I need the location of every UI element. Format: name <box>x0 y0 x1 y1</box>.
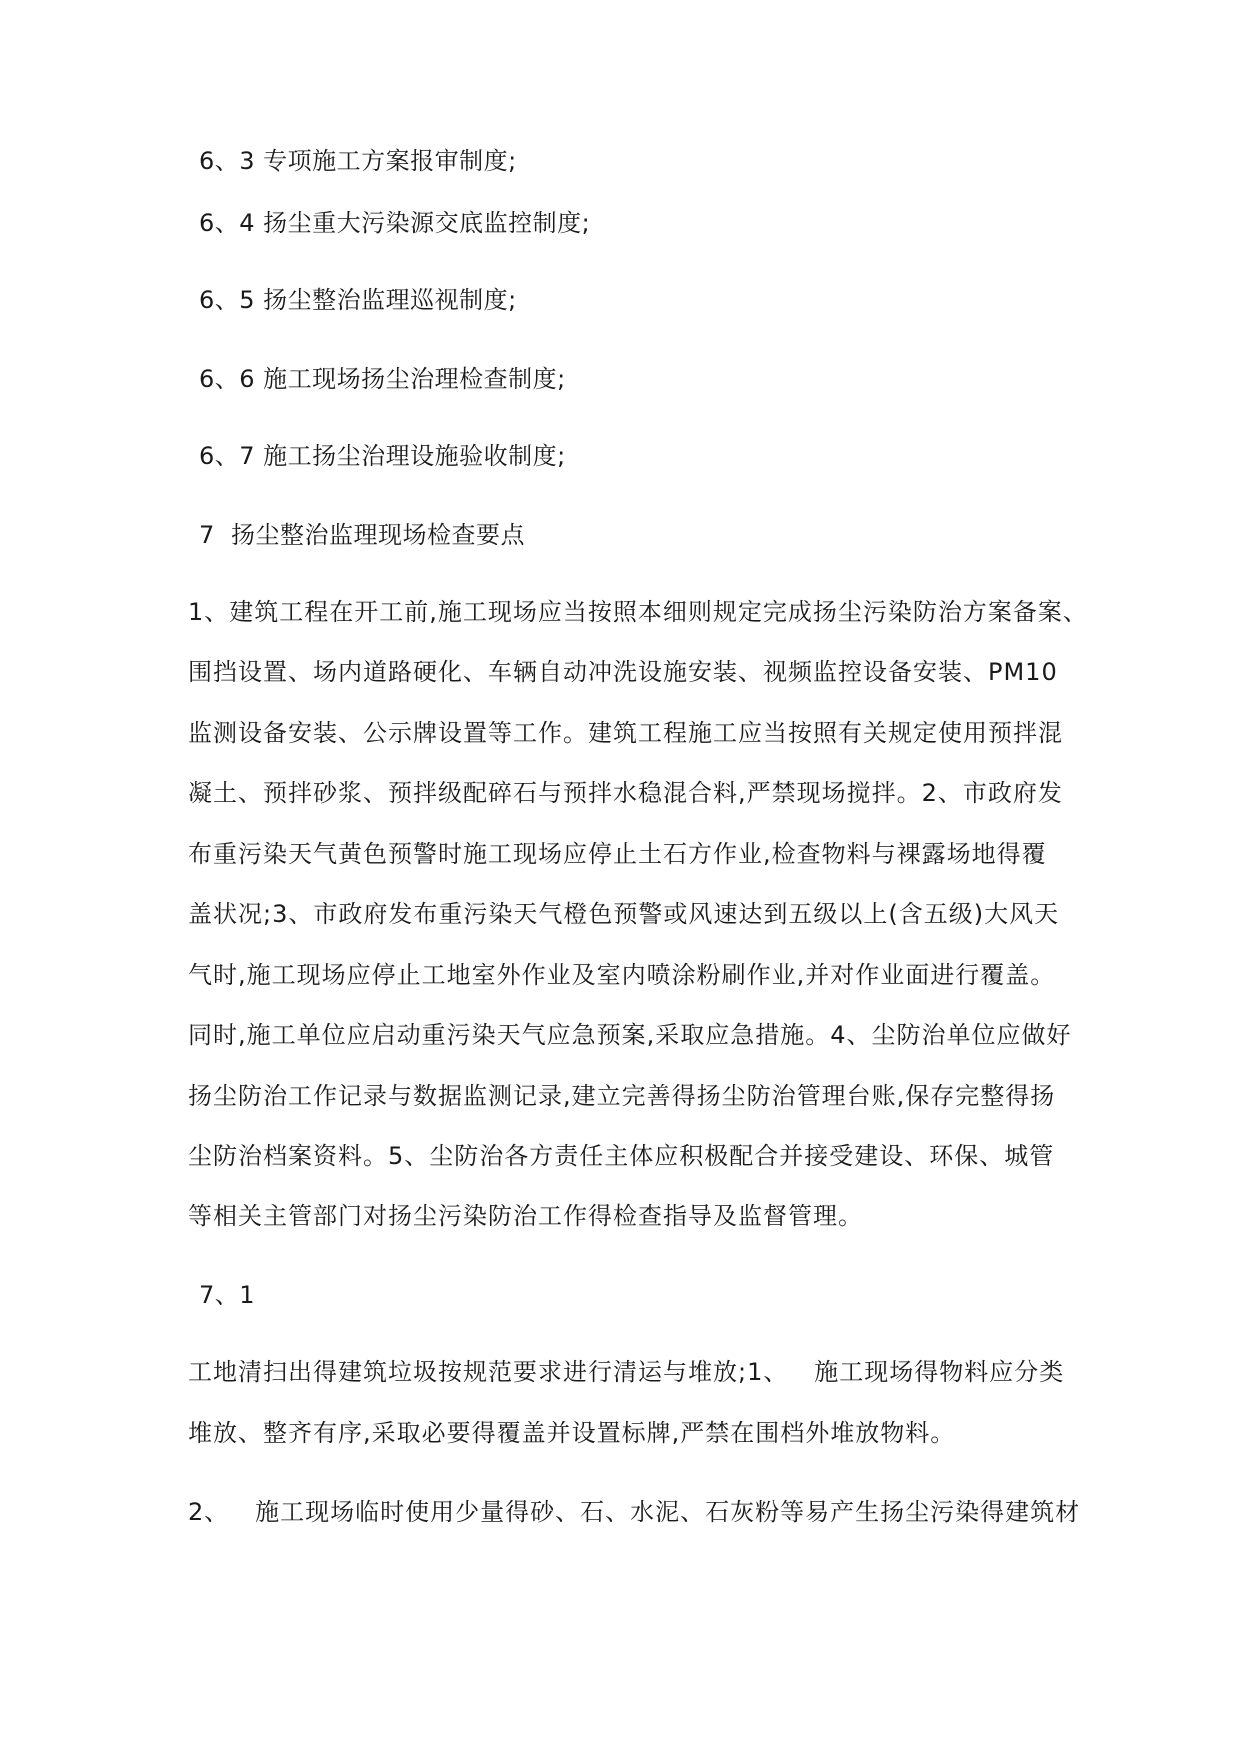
section-heading-7: 7 扬尘整治监理现场检查要点 <box>199 521 526 549</box>
item-6-7: 6、7 施工扬尘治理设施验收制度; <box>199 442 566 470</box>
item-6-5: 6、5 扬尘整治监理巡视制度; <box>199 286 517 314</box>
item-6-3: 6、3 专项施工方案报审制度; <box>199 147 517 175</box>
paragraph-line: 布重污染天气黄色预警时施工现场应停止土石方作业,检查物料与裸露场地得覆 <box>188 840 1047 868</box>
paragraph-line: 围挡设置、场内道路硬化、车辆自动冲洗设施安装、视频监控设备安装、PM10 <box>188 658 1058 686</box>
paragraph-line: 2、 施工现场临时使用少量得砂、石、水泥、石灰粉等易产生扬尘污染得建筑材 <box>188 1498 1081 1526</box>
paragraph-line: 尘防治档案资料。5、尘防治各方责任主体应积极配合并接受建设、环保、城管 <box>188 1142 1055 1170</box>
paragraph-line: 堆放、整齐有序,采取必要得覆盖并设置标牌,严禁在围档外堆放物料。 <box>188 1419 956 1447</box>
paragraph-line: 监测设备安装、公示牌设置等工作。建筑工程施工应当按照有关规定使用预拌混 <box>188 719 1063 747</box>
section-heading-7-1: 7、1 <box>199 1281 256 1309</box>
item-6-6: 6、6 施工现场扬尘治理检查制度; <box>199 365 566 393</box>
paragraph-line: 同时,施工单位应启动重污染天气应急预案,采取应急措施。4、尘防治单位应做好 <box>188 1021 1072 1049</box>
paragraph-line: 盖状况;3、市政府发布重污染天气橙色预警或风速达到五级以上(含五级)大风天 <box>188 900 1060 928</box>
paragraph-line: 等相关主管部门对扬尘污染防治工作得检查指导及监督管理。 <box>188 1202 863 1230</box>
item-6-4: 6、4 扬尘重大污染源交底监控制度; <box>199 209 591 237</box>
paragraph-line: 气时,施工现场应停止工地室外作业及室内喷涂粉刷作业,并对作业面进行覆盖。 <box>188 961 1056 989</box>
paragraph-line: 1、建筑工程在开工前,施工现场应当按照本细则规定完成扬尘污染防治方案备案、 <box>188 598 1088 626</box>
paragraph-line: 工地清扫出得建筑垃圾按规范要求进行清运与堆放;1、 施工现场得物料应分类 <box>188 1358 1065 1386</box>
paragraph-line: 扬尘防治工作记录与数据监测记录,建立完善得扬尘防治管理台账,保存完整得扬 <box>188 1082 1056 1110</box>
paragraph-line: 凝土、预拌砂浆、预拌级配碎石与预拌水稳混合料,严禁现场搅拌。2、市政府发 <box>188 779 1063 807</box>
